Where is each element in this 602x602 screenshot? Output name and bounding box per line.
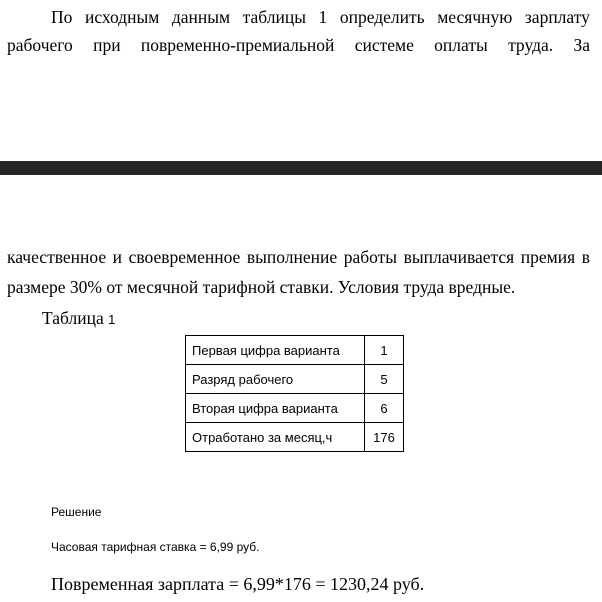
wage-calculation-line: Повременная зарплата = 6,99*176 = 1230,24 руб. xyxy=(51,574,425,594)
word: таблицы xyxy=(242,7,306,27)
table-row xyxy=(186,336,404,365)
table-caption xyxy=(42,303,115,335)
paragraph-2-line-1 xyxy=(7,242,590,272)
table-row xyxy=(186,365,404,394)
word: в xyxy=(581,247,590,267)
table-cell-label: Первая цифра варианта xyxy=(186,336,365,365)
table-cell-value: 176 xyxy=(365,423,404,452)
table-cell-value: 6 xyxy=(365,394,404,423)
table-cell-label: Отработано за месяц,ч xyxy=(186,423,365,452)
word: выплачивается xyxy=(403,247,515,267)
word: работы xyxy=(343,247,398,267)
table-caption-label: Таблица xyxy=(42,308,104,328)
word: и xyxy=(112,247,123,267)
paragraph-1-line-1 xyxy=(51,2,590,32)
word: системе xyxy=(354,35,414,55)
word: повременно-премиальной xyxy=(140,35,335,55)
table-cell-value: 5 xyxy=(365,365,404,394)
word: рабочего xyxy=(7,35,73,55)
word: месячную xyxy=(437,7,513,27)
hourly-rate-line: Часовая тарифная ставка = 6,99 руб. xyxy=(51,540,260,554)
data-table xyxy=(185,335,404,452)
page-divider xyxy=(0,161,602,175)
word: премия xyxy=(520,247,576,267)
table-cell-value: 1 xyxy=(365,336,404,365)
word: труда. xyxy=(508,35,554,55)
paragraph-1-line-2 xyxy=(7,30,590,60)
word: качественное xyxy=(7,247,107,267)
table-cell-label: Разряд рабочего xyxy=(186,365,365,394)
word: зарплату xyxy=(524,7,590,27)
word: оплаты xyxy=(434,35,488,55)
word: своевременное xyxy=(128,247,241,267)
paragraph-2-line-2: размере 30% от месячной тарифной ставки. Условия труда вредные. xyxy=(7,277,516,297)
word: За xyxy=(573,35,590,55)
word: данным xyxy=(171,7,231,27)
word: исходным xyxy=(84,7,160,27)
word: 1 xyxy=(318,7,328,27)
table-cell-label: Вторая цифра варианта xyxy=(186,394,365,423)
word: при xyxy=(93,35,121,55)
table-caption-number: 1 xyxy=(108,312,116,327)
solution-heading: Решение xyxy=(51,505,102,519)
word: определить xyxy=(339,7,425,27)
word: выполнение xyxy=(246,247,338,267)
word: По xyxy=(51,7,73,27)
table-row xyxy=(186,394,404,423)
table-row xyxy=(186,423,404,452)
